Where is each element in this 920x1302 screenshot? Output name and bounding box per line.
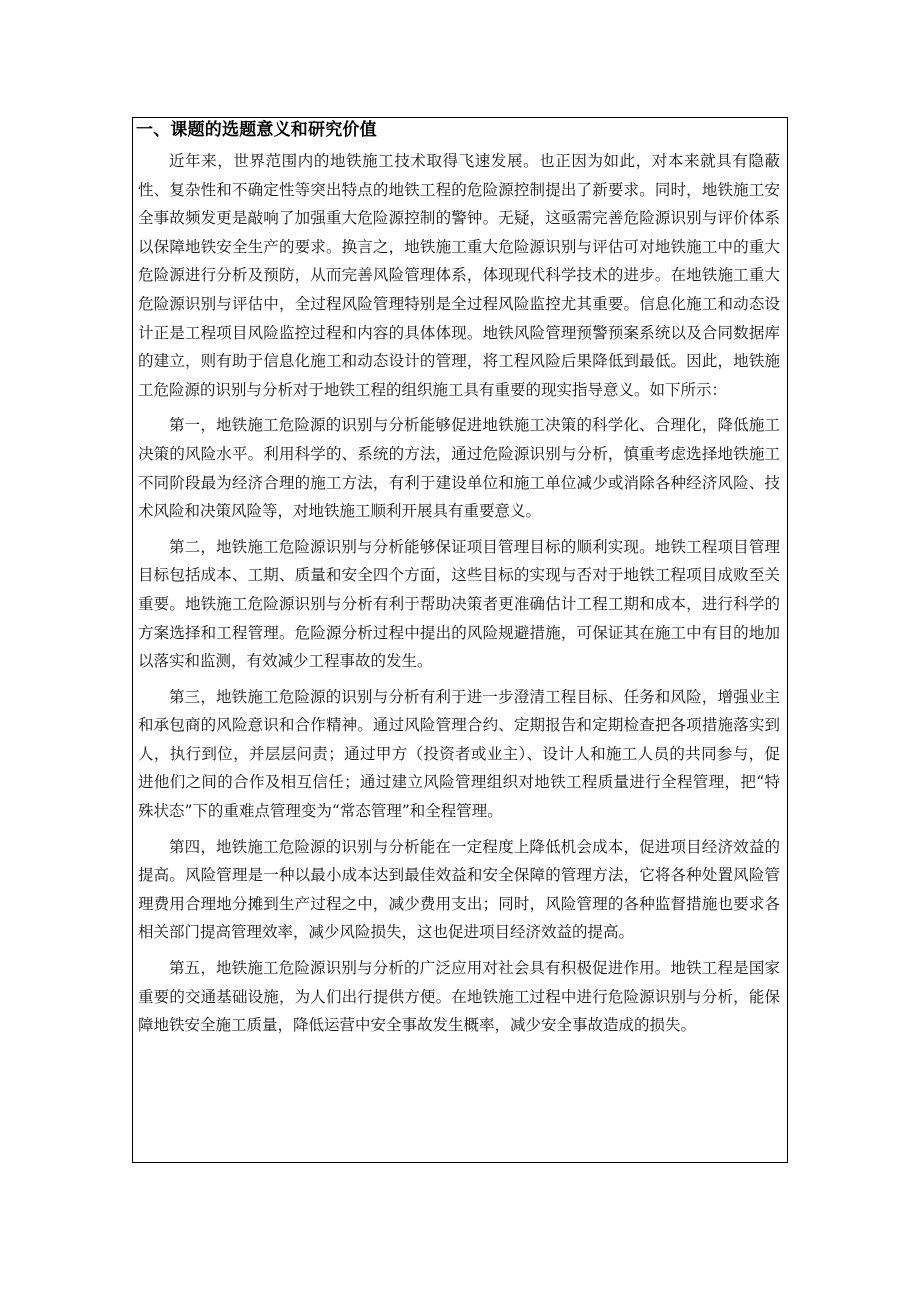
paragraph-intro: 近年来，世界范围内的地铁施工技术取得飞速发展。也正因为如此，对本来就具有隐蔽性、复杂性和不确定性等突出特点的地铁工程的危险源控制提出了新要求。同时，地铁施工安全事故频发更是敲响了加强重大危险源控制的警钟。无疑，这亟需完善危险源识别与评价体系以保障地铁安全生产的要求。换言之，地铁施工重大危险源识别与评估可对地铁施工中的重大危险源进行分析及预防，从而完善风险管理体系，体现现代科学技术的进步。在地铁施工重大危险源识别与评估中，全过程风险管理特别是全过程风险监控尤其重要。信息化施工和动态设计正是工程项目风险监控过程和内容的具体体现。地铁风险管理预警预案系统以及合同数据库的建立，则有助于信息化施工和动态设计的管理，将工程风险后果降低到最低。因此，地铁施工危险源的识别与分析对于地铁工程的组织施工具有重要的现实指导意义。如下所示： [138,152,780,399]
paragraph-point-3: 第三，地铁施工危险源的识别与分析有利于进一步澄清工程目标、任务和风险，增强业主和承包商的风险意识和合作精神。通过风险管理合约、定期报告和定期检查把各项措施落实到人，执行到位，并层层问责；通过甲方（投资者或业主）、设计人和施工人员的共同参与，促进他们之间的合作及相互信任；通过建立风险管理组织对地铁工程质量进行全程管理，把“特殊状态”下的重难点管理变为“常态管理”和全程管理。 [138,687,780,821]
paragraph-point-4: 第四，地铁施工危险源的识别与分析能在一定程度上降低机会成本，促进项目经济效益的提高。风险管理是一种以最小成本达到最佳效益和安全保障的管理方法，它将各种处置风险管理费用合理地分摊到生产过程之中，减少费用支出；同时，风险管理的各种监督措施也要求各相关部门提高管理效率，减少风险损失，这也促进项目经济效益的提高。 [138,837,780,942]
body-text [138,147,780,1047]
section-title: 一、课题的选题意义和研究价值 [136,120,377,140]
paragraph-point-1: 第一，地铁施工危险源的识别与分析能够促进地铁施工决策的科学化、合理化，降低施工决策的风险水平。利用科学的、系统的方法，通过危险源识别与分析，慎重考虑选择地铁施工不同阶段最为经济合理的施工方法，有利于建设单位和施工单位减少或消除各种经济风险、技术风险和决策风险等，对地铁施工顺利开展具有重要意义。 [138,416,780,521]
paragraph-point-2: 第二，地铁施工危险源识别与分析能够保证项目管理目标的顺利实现。地铁工程项目管理目标包括成本、工期、质量和安全四个方面，这些目标的实现与否对于地铁工程项目成败至关重要。地铁施工危险源识别与分析有利于帮助决策者更准确估计工程工期和成本，进行科学的方案选择和工程管理。危险源分析过程中提出的风险规避措施，可保证其在施工中有目的地加以落实和监测，有效减少工程事故的发生。 [138,537,780,671]
paragraph-point-5: 第五，地铁施工危险源识别与分析的广泛应用对社会具有积极促进作用。地铁工程是国家重要的交通基础设施，为人们出行提供方便。在地铁施工过程中进行危险源识别与分析，能保障地铁安全施工质量，降低运营中安全事故发生概率，减少安全事故造成的损失。 [138,959,780,1035]
